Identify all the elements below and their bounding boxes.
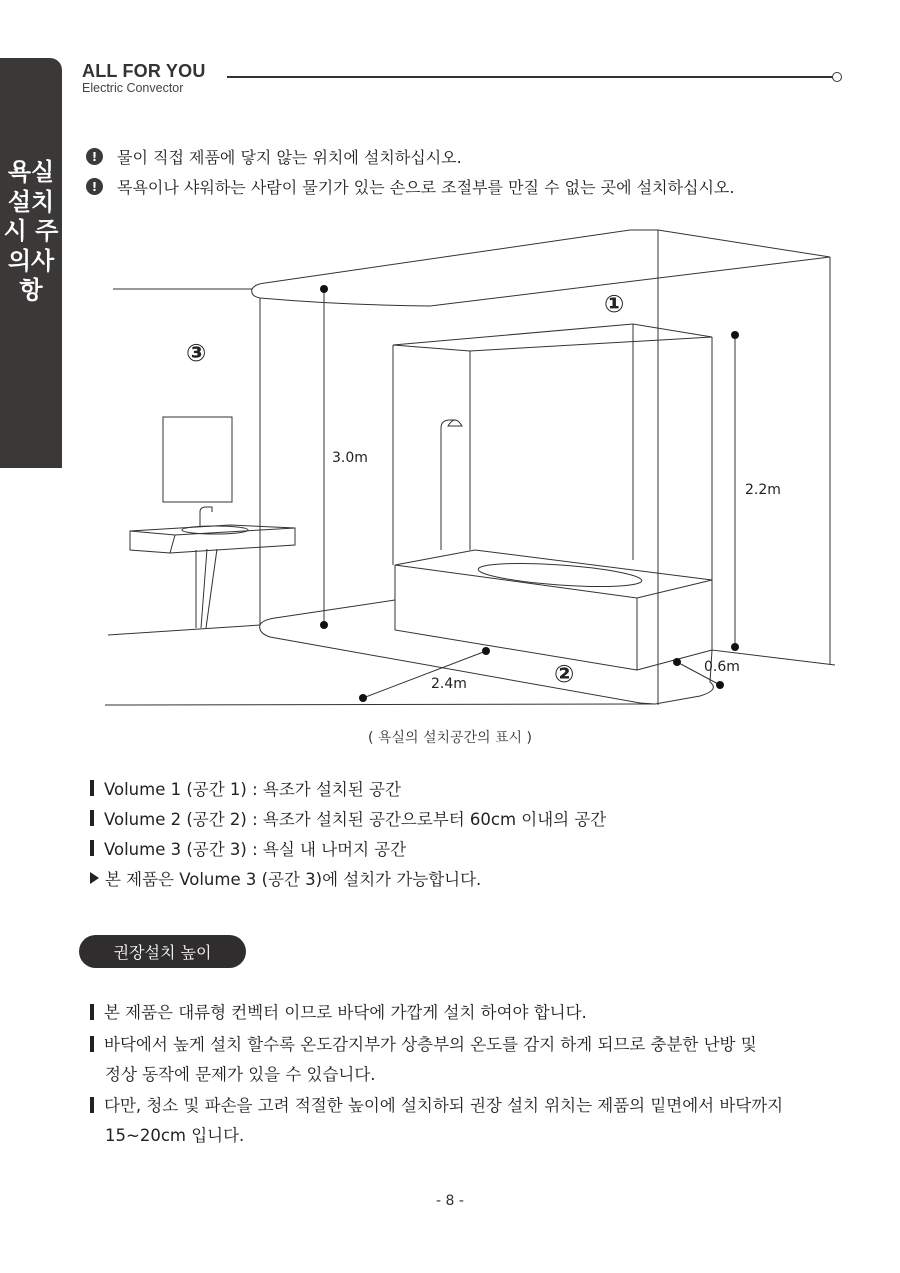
warning-text: 목욕이나 샤워하는 사람이 물기가 있는 손으로 조절부를 만질 수 없는 곳에 설치하십시오. bbox=[117, 178, 735, 197]
bullet-bar bbox=[90, 1097, 94, 1113]
dimension-dot bbox=[482, 647, 490, 655]
warning-item bbox=[86, 175, 734, 198]
sink-edge bbox=[170, 535, 175, 553]
volume1-box-line bbox=[470, 337, 712, 351]
section-title-pill bbox=[79, 935, 246, 968]
side-width-label: 0.6m bbox=[704, 659, 740, 675]
dimension-dot bbox=[731, 331, 739, 339]
exclamation-icon: ! bbox=[86, 178, 103, 195]
paragraph-text: 다만, 청소 및 파손을 고려 적절한 높이에 설치하되 권장 설치 위치는 제품의 밑면에서 바닥까지 bbox=[104, 1096, 784, 1115]
bullet-bar bbox=[90, 780, 94, 796]
paragraph bbox=[90, 1033, 757, 1087]
brand bbox=[82, 62, 206, 96]
installation-note bbox=[90, 866, 481, 890]
dimension-dot bbox=[731, 643, 739, 651]
paragraph-text: 바닥에서 높게 설치 할수록 온도감지부가 상층부의 온도를 감지 하게 되므로 충분한 난방 및 bbox=[104, 1035, 757, 1054]
paragraph-text: 본 제품은 대류형 컨벡터 이므로 바닥에 가깝게 설치 하여야 합니다. bbox=[104, 1003, 587, 1022]
bathroom-zone-diagram bbox=[100, 220, 845, 715]
bath-height-label: 2.2m bbox=[745, 482, 781, 498]
dimension-dot bbox=[359, 694, 367, 702]
floor-width-dimension bbox=[363, 651, 486, 698]
bullet-bar bbox=[90, 810, 94, 826]
paragraph-text: 15~20cm 입니다. bbox=[105, 1126, 245, 1145]
volume-text: Volume 3 (공간 3) : 욕실 내 나머지 공간 bbox=[104, 840, 407, 859]
paragraph bbox=[90, 1094, 783, 1148]
shower-head bbox=[448, 420, 462, 426]
shower-pipe bbox=[441, 420, 456, 550]
zone-2-marker: ② bbox=[554, 660, 575, 688]
bullet-bar bbox=[90, 1004, 94, 1020]
installation-note-text: 본 제품은 Volume 3 (공간 3)에 설치가 가능합니다. bbox=[105, 870, 482, 889]
bathtub-top bbox=[395, 550, 712, 598]
dimension-dot bbox=[673, 658, 681, 666]
zone-3-marker: ③ bbox=[186, 339, 207, 367]
zone-1-marker: ① bbox=[604, 290, 625, 318]
volume-text: Volume 2 (공간 2) : 욕조가 설치된 공간으로부터 60cm 이내의 공간 bbox=[104, 810, 607, 829]
dimension-dot bbox=[320, 285, 328, 293]
floor-back-line bbox=[260, 600, 395, 625]
side-tab-label: 욕실설치시 주의사항 bbox=[3, 158, 59, 304]
ceiling-height-label: 3.0m bbox=[332, 450, 368, 466]
warning-text: 물이 직접 제품에 닿지 않는 위치에 설치하십시오. bbox=[117, 148, 462, 167]
mirror bbox=[163, 417, 232, 502]
page-number: - 8 - bbox=[436, 1193, 464, 1209]
header-rule-end-dot bbox=[832, 72, 842, 82]
figure-caption: ( 욕실의 설치공간의 표시 ) bbox=[368, 730, 532, 746]
bullet-bar bbox=[90, 1036, 94, 1052]
brand-subtitle: Electric Convector bbox=[82, 81, 184, 95]
section-title: 권장설치 높이 bbox=[113, 943, 212, 962]
volume1-box-line bbox=[393, 324, 633, 345]
volume-item bbox=[90, 806, 606, 830]
triangle-bullet-icon bbox=[90, 872, 99, 884]
brand-name: ALL FOR YOU bbox=[82, 61, 206, 81]
ceiling-line bbox=[113, 257, 830, 306]
side-tab-curve bbox=[0, 380, 62, 468]
exclamation-icon: ! bbox=[86, 148, 103, 165]
sink-faucet bbox=[200, 507, 212, 526]
dimension-dot bbox=[320, 621, 328, 629]
sink-pedestal bbox=[196, 549, 217, 628]
bathtub-basin bbox=[478, 559, 643, 590]
volume-text: Volume 1 (공간 1) : 욕조가 설치된 공간 bbox=[104, 780, 401, 799]
paragraph bbox=[90, 1001, 587, 1025]
volume-item bbox=[90, 836, 406, 860]
bullet-bar bbox=[90, 840, 94, 856]
warning-item bbox=[86, 145, 462, 168]
header-rule bbox=[227, 76, 833, 78]
sink-edge bbox=[175, 528, 295, 535]
ceiling-top-line bbox=[252, 230, 830, 289]
volume1-box-line bbox=[393, 345, 470, 351]
sink-edge bbox=[130, 531, 175, 535]
volume1-box-line bbox=[633, 324, 712, 337]
dimension-dot bbox=[716, 681, 724, 689]
volume-item bbox=[90, 776, 401, 800]
floor-width-label: 2.4m bbox=[431, 676, 467, 692]
paragraph-text: 정상 동작에 문제가 있을 수 있습니다. bbox=[105, 1065, 376, 1084]
